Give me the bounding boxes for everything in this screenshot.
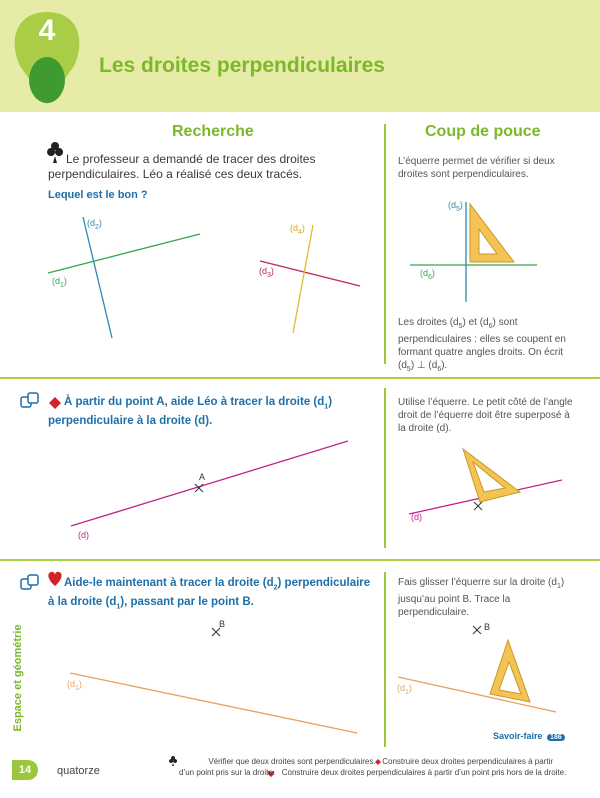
lesson-number: 4 xyxy=(38,14,56,47)
section-title-recherche: Recherche xyxy=(172,123,254,140)
club-icon-footer xyxy=(169,756,177,766)
page-number: 14 xyxy=(12,760,38,780)
line-d-ex1 xyxy=(71,441,348,526)
label-d5: $(d_5)$ xyxy=(448,200,463,213)
page-title: Les droites perpendiculaires xyxy=(99,54,385,77)
recherche-question: Lequel est le bon ? xyxy=(48,189,148,201)
lesson-badge-drop xyxy=(29,57,65,103)
section-title-coup-de-pouce: Coup de pouce xyxy=(425,123,541,140)
line-d3 xyxy=(260,261,360,286)
line-d1 xyxy=(48,234,200,273)
cubes-icon-2 xyxy=(21,575,38,589)
divider-horizontal-2 xyxy=(0,559,600,561)
exercise2-hint: Fais glisser l’équerre sur la droite $(d_1)$ jusqu’au point B. Trace la perpendiculaire. xyxy=(398,577,565,618)
exercise2-instruction: Aide-le maintenant à tracer la droite $(d_2)$ perpendiculaire à la droite $(d_1)$, passant par le point B. xyxy=(48,577,371,611)
line-d1-hint2 xyxy=(398,677,556,712)
coup-de-pouce-caption: Les droites $(d_5)$ et $(d_6)$ sont perpendiculaires : elles se coupent en formant quatre angles droits. On écrit $(d_5)$ ⊥ $(d_6)$. xyxy=(398,317,566,373)
recherche-text: Le professeur a demandé de tracer des droites perpendiculaires. Léo a réalisé ces deux tracés. xyxy=(48,152,316,181)
point-b-label: B xyxy=(219,619,226,629)
line-d4 xyxy=(293,225,313,333)
point-a-label: A xyxy=(199,472,206,482)
divider-vertical-1 xyxy=(384,124,386,364)
label-d3: $(d_3)$ xyxy=(259,266,274,279)
exercise1-instruction: À partir du point A, aide Léo à tracer la droite $(d_1)$ perpendiculaire à la droite (d). xyxy=(48,396,333,428)
cubes-icon-1 xyxy=(21,393,38,407)
line-d1-ex2 xyxy=(70,673,357,733)
savoir-faire-page: 186 xyxy=(547,734,565,741)
label-d4: $(d_4)$ xyxy=(290,223,305,236)
savoir-faire-link[interactable]: Savoir-faire 186 xyxy=(493,731,565,741)
side-label: Espace et géométrie xyxy=(12,624,24,732)
label-d1-ex2: $(d_1)$ xyxy=(67,679,82,692)
page-word: quatorze xyxy=(57,765,100,777)
divider-vertical-2 xyxy=(384,388,386,548)
divider-vertical-3 xyxy=(384,572,386,747)
hint2-point-b-label: B xyxy=(484,622,491,632)
label-d2: $(d_2)$ xyxy=(87,218,102,231)
label-d1-hint2: $(d_1)$ xyxy=(397,683,412,696)
coup-de-pouce-text: L’équerre permet de vérifier si deux droites sont perpendiculaires. xyxy=(398,156,555,180)
label-d-ex1: (d) xyxy=(78,530,89,540)
label-d-hint1: (d) xyxy=(411,512,422,522)
exercise1-hint: Utilise l’équerre. Le petit côté de l’angle droit de l’équerre doit être superposé à la droite (d). xyxy=(398,397,573,434)
divider-horizontal-1 xyxy=(0,377,600,379)
label-d1: $(d_1)$ xyxy=(52,276,67,289)
label-d6: $(d_6)$ xyxy=(420,268,435,281)
line-d2 xyxy=(83,217,112,338)
footer-objectives: Vérifier que deux droites sont perpendiculaires. Construire deux droites perpendiculaires à partir d’un point pris sur la droite. Construire deux droites perpendiculaires à partir d’un point pris hors de la droite. xyxy=(179,757,567,777)
set-square-3 xyxy=(490,640,530,702)
set-square-2 xyxy=(463,449,520,502)
set-square-1 xyxy=(470,204,514,262)
